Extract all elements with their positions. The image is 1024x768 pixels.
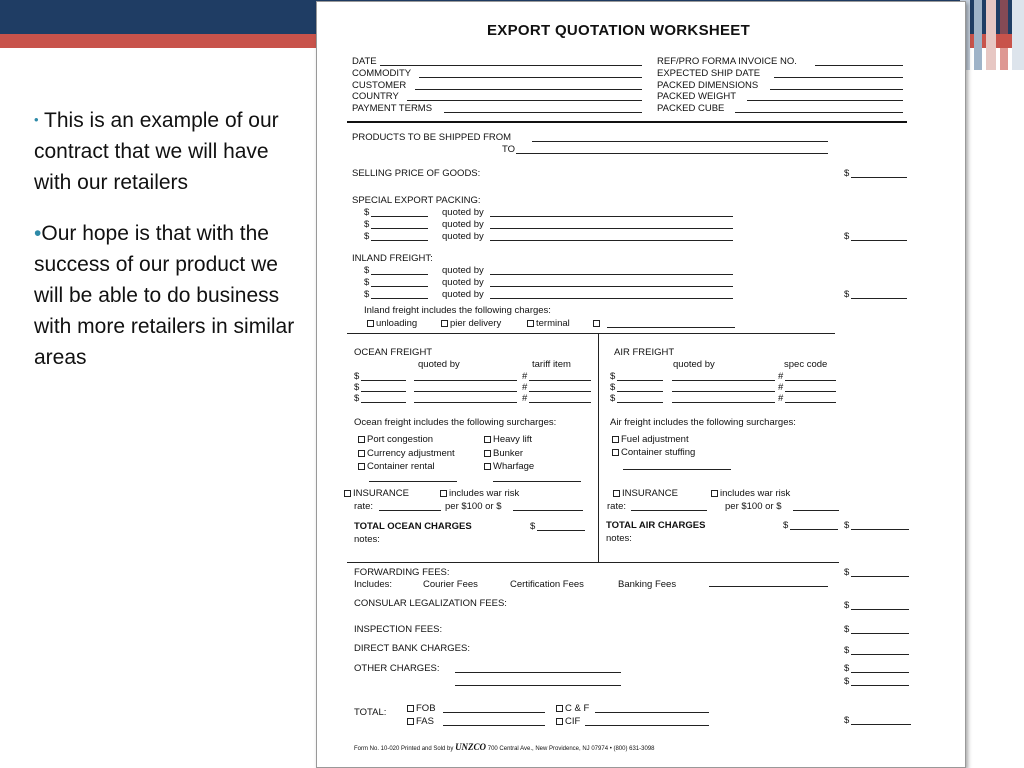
packing-quoted-by-2: quoted by [442, 219, 484, 230]
bank-dollar: $ [844, 645, 850, 656]
ocean-surcharge-bunker[interactable]: Bunker [484, 448, 523, 459]
ocean-tariff-line-2[interactable] [529, 391, 591, 392]
port-congestion-checkbox[interactable] [358, 436, 365, 443]
air-spec-line-1[interactable] [785, 380, 836, 381]
option-other[interactable] [593, 318, 602, 329]
field-weight-label: PACKED WEIGHT [657, 91, 736, 102]
grand-total-line[interactable] [851, 724, 911, 725]
air-total-line[interactable] [790, 529, 838, 530]
term-fas[interactable]: FAS [407, 716, 434, 727]
ocean-tariff-line-1[interactable] [529, 380, 591, 381]
other-dollar-1: $ [844, 663, 850, 674]
ocean-per100-label: per $100 or $ [445, 501, 502, 512]
air-amount-line-3[interactable] [617, 402, 663, 403]
ocean-war-risk[interactable]: includes war risk [440, 488, 519, 499]
air-surcharges-label: Air freight includes the following surcharges: [610, 417, 796, 428]
bank-amount-line[interactable] [851, 654, 909, 655]
unzco-logo: UNZCO [455, 742, 487, 752]
field-invoice-no-line[interactable] [815, 65, 903, 66]
air-freight-label: AIR FREIGHT [614, 347, 675, 358]
ocean-tariff-line-3[interactable] [529, 402, 591, 403]
consular-dollar: $ [844, 600, 850, 611]
inland-dollar-1: $ [364, 265, 370, 276]
packing-quoted-by-3: quoted by [442, 231, 484, 242]
ocean-amount-line-3[interactable] [361, 402, 406, 403]
ocean-rate-label: rate: [354, 501, 374, 512]
inland-includes-label: Inland freight includes the following charges: [364, 305, 551, 316]
field-commodity-line[interactable] [419, 77, 642, 78]
products-to-label: TO [502, 144, 516, 155]
packing-dollar-3: $ [364, 231, 370, 242]
other-dollar-2: $ [844, 676, 850, 687]
wharfage-checkbox[interactable] [484, 463, 491, 470]
air-amount-line-2[interactable] [617, 391, 663, 392]
other-charges-line-2[interactable] [455, 685, 621, 686]
ocean-other-surcharge-line-1[interactable] [369, 481, 457, 482]
ocean-surcharge-port[interactable]: Port congestion [358, 434, 433, 445]
field-customer-label: CUSTOMER [352, 80, 407, 91]
ocean-war-risk-checkbox[interactable] [440, 490, 447, 497]
air-quoted-line-2[interactable] [672, 391, 775, 392]
products-from-line[interactable] [532, 141, 828, 142]
other-charge-checkbox[interactable] [593, 320, 600, 327]
packing-amount-line-3[interactable] [371, 240, 428, 241]
banking-fees: Banking Fees [618, 579, 677, 590]
air-rate-label: rate: [607, 501, 627, 512]
field-cube-label: PACKED CUBE [657, 103, 725, 114]
other-charges-label: OTHER CHARGES: [354, 663, 440, 674]
inland-quoted-by-3: quoted by [442, 289, 484, 300]
packing-amount-line-1[interactable] [371, 216, 428, 217]
ocean-freight-label: OCEAN FREIGHT [354, 347, 433, 358]
field-customer-line[interactable] [415, 89, 642, 90]
field-payment-terms-label: PAYMENT TERMS [352, 103, 433, 114]
ocean-surcharge-heavy-lift[interactable]: Heavy lift [484, 434, 532, 445]
ocean-quoted-by-header: quoted by [418, 359, 460, 370]
consular-amount-line[interactable] [851, 609, 909, 610]
ocean-dollar-1: $ [354, 371, 360, 382]
forwarding-fees-label: FORWARDING FEES: [354, 567, 450, 578]
currency-adjustment-checkbox[interactable] [358, 450, 365, 457]
inland-quoted-line-1[interactable] [490, 274, 733, 275]
ocean-quoted-line-3[interactable] [414, 402, 517, 403]
ocean-hash-1: # [522, 371, 528, 382]
packing-quoted-line-2[interactable] [490, 228, 733, 229]
inland-dollar-3: $ [364, 289, 370, 300]
air-dollar-3: $ [610, 393, 616, 404]
air-surcharge-fuel[interactable]: Fuel adjustment [612, 434, 689, 445]
field-weight-line[interactable] [747, 100, 903, 101]
grand-total-dollar: $ [844, 715, 850, 726]
c-and-f-line[interactable] [595, 712, 709, 713]
forwarding-amount-line[interactable] [851, 576, 909, 577]
air-war-risk[interactable]: includes war risk [711, 488, 790, 499]
export-quotation-worksheet [316, 1, 966, 768]
other-amount-line-1[interactable] [851, 672, 909, 673]
packing-quoted-by-1: quoted by [442, 207, 484, 218]
field-date-label: DATE [352, 56, 377, 67]
fas-line[interactable] [443, 725, 545, 726]
air-quoted-by-header: quoted by [673, 359, 715, 370]
packing-total-line[interactable] [851, 240, 907, 241]
ocean-hash-2: # [522, 382, 528, 393]
cif-line[interactable] [585, 725, 709, 726]
ocean-per100-line[interactable] [513, 510, 583, 511]
fuel-adjustment-checkbox[interactable] [612, 436, 619, 443]
selling-price-label: SELLING PRICE OF GOODS: [352, 168, 481, 179]
option-pier-delivery[interactable]: pier delivery [441, 318, 501, 329]
ocean-dollar-2: $ [354, 382, 360, 393]
air-surcharge-stuffing[interactable]: Container stuffing [612, 447, 695, 458]
ocean-surcharge-currency[interactable]: Currency adjustment [358, 448, 455, 459]
inland-quoted-by-2: quoted by [442, 277, 484, 288]
freight-total-dollar: $ [844, 520, 850, 531]
total-ocean-charges-label: TOTAL OCEAN CHARGES [354, 521, 472, 532]
other-amount-line-2[interactable] [851, 685, 909, 686]
air-rate-line[interactable] [631, 510, 707, 511]
heavy-lift-checkbox[interactable] [484, 436, 491, 443]
consular-fees-label: CONSULAR LEGALIZATION FEES: [354, 598, 507, 609]
air-amount-line-1[interactable] [617, 380, 663, 381]
bullet-list [34, 104, 296, 373]
inland-freight-label: INLAND FREIGHT: [352, 253, 433, 264]
field-invoice-no-label: REF/PRO FORMA INVOICE NO. [657, 56, 797, 67]
inland-amount-line-3[interactable] [371, 298, 428, 299]
ocean-tariff-header: tariff item [532, 359, 571, 370]
term-c-and-f[interactable]: C & F [556, 703, 589, 714]
ocean-air-divider [598, 333, 599, 562]
air-per100-label: per $100 or $ [725, 501, 782, 512]
freight-total-line[interactable] [851, 529, 909, 530]
inland-quoted-line-3[interactable] [490, 298, 733, 299]
fob-line[interactable] [443, 712, 545, 713]
selling-price-amount-line[interactable] [851, 177, 907, 178]
inland-amount-line-1[interactable] [371, 274, 428, 275]
fas-checkbox[interactable] [407, 718, 414, 725]
ocean-total-dollar: $ [530, 521, 536, 532]
ocean-hash-3: # [522, 393, 528, 404]
unloading-checkbox[interactable] [367, 320, 374, 327]
field-ship-date-line[interactable] [774, 77, 903, 78]
ocean-total-line[interactable] [537, 530, 585, 531]
pier-delivery-checkbox[interactable] [441, 320, 448, 327]
air-notes-label: notes: [606, 533, 632, 544]
field-payment-terms-line[interactable] [444, 112, 642, 113]
packing-amount-line-2[interactable] [371, 228, 428, 229]
packing-quoted-line-1[interactable] [490, 216, 733, 217]
ocean-rate-line[interactable] [379, 510, 441, 511]
special-packing-label: SPECIAL EXPORT PACKING: [352, 195, 481, 206]
inland-total-dollar: $ [844, 289, 850, 300]
packing-total-dollar: $ [844, 231, 850, 242]
term-fob[interactable]: FOB [407, 703, 436, 714]
field-date-line[interactable] [380, 65, 642, 66]
packing-dollar-2: $ [364, 219, 370, 230]
bullet-1: • This is an example of our contract that we will have with our retailers [34, 109, 279, 194]
bullet-dot: • [34, 222, 42, 245]
corner-stripes [960, 0, 1024, 70]
ocean-quoted-line-2[interactable] [414, 391, 517, 392]
total-air-charges-label: TOTAL AIR CHARGES [606, 520, 706, 531]
ocean-quoted-line-1[interactable] [414, 380, 517, 381]
field-dimensions-line[interactable] [770, 89, 903, 90]
inspection-amount-line[interactable] [851, 633, 909, 634]
products-from-label: PRODUCTS TO BE SHIPPED FROM [352, 132, 512, 143]
ocean-surcharge-container[interactable]: Container rental [358, 461, 435, 472]
field-country-line[interactable] [407, 100, 642, 101]
field-country-label: COUNTRY [352, 91, 399, 102]
air-insurance-checkbox[interactable] [613, 490, 620, 497]
certification-fees: Certification Fees [510, 579, 584, 590]
air-hash-1: # [778, 371, 784, 382]
option-terminal[interactable]: terminal [527, 318, 570, 329]
selling-price-dollar: $ [844, 168, 850, 179]
products-to-line[interactable] [516, 153, 828, 154]
forwarding-includes-label: Includes: [354, 579, 393, 590]
term-cif[interactable]: CIF [556, 716, 580, 727]
air-per100-line[interactable] [793, 510, 839, 511]
field-cube-line[interactable] [735, 112, 903, 113]
field-commodity-label: COMMODITY [352, 68, 412, 79]
bunker-checkbox[interactable] [484, 450, 491, 457]
inland-quoted-by-1: quoted by [442, 265, 484, 276]
field-ship-date-label: EXPECTED SHIP DATE [657, 68, 761, 79]
ocean-surcharges-label: Ocean freight includes the following surcharges: [354, 417, 557, 428]
inspection-dollar: $ [844, 624, 850, 635]
terminal-checkbox[interactable] [527, 320, 534, 327]
air-dollar-1: $ [610, 371, 616, 382]
courier-fees: Courier Fees [423, 579, 478, 590]
ocean-other-surcharge-line-2[interactable] [493, 481, 581, 482]
air-dollar-2: $ [610, 382, 616, 393]
total-label: TOTAL: [354, 707, 387, 718]
ocean-surcharge-wharfage[interactable]: Wharfage [484, 461, 534, 472]
air-insurance[interactable]: INSURANCE [613, 488, 678, 499]
forwarding-dollar: $ [844, 567, 850, 578]
inland-amount-line-2[interactable] [371, 286, 428, 287]
ocean-insurance[interactable]: INSURANCE [344, 488, 409, 499]
form-title: EXPORT QUOTATION WORKSHEET [487, 22, 751, 39]
fob-checkbox[interactable] [407, 705, 414, 712]
other-charges-line-1[interactable] [455, 672, 621, 673]
air-spec-code-header: spec code [784, 359, 828, 370]
bullet-dot: • [34, 112, 39, 127]
air-quoted-line-1[interactable] [672, 380, 775, 381]
air-hash-3: # [778, 393, 784, 404]
container-rental-checkbox[interactable] [358, 463, 365, 470]
bank-charges-label: DIRECT BANK CHARGES: [354, 643, 470, 654]
freight-section-top-border [347, 333, 835, 334]
ocean-amount-line-1[interactable] [361, 380, 406, 381]
option-unloading[interactable]: unloading [367, 318, 417, 329]
air-spec-line-2[interactable] [785, 391, 836, 392]
inland-total-line[interactable] [851, 298, 907, 299]
ocean-insurance-checkbox[interactable] [344, 490, 351, 497]
field-dimensions-label: PACKED DIMENSIONS [657, 80, 759, 91]
air-quoted-line-3[interactable] [672, 402, 775, 403]
freight-section-bottom-border [347, 562, 839, 563]
packing-quoted-line-3[interactable] [490, 240, 733, 241]
inland-dollar-2: $ [364, 277, 370, 288]
bullet-2: •Our hope is that with the success of our product we will be able to do business with more retailers in similar areas [34, 222, 295, 369]
inspection-fees-label: INSPECTION FEES: [354, 624, 443, 635]
forwarding-other-line[interactable] [709, 586, 828, 587]
ocean-notes-label: notes: [354, 534, 380, 545]
packing-dollar-1: $ [364, 207, 370, 218]
air-total-dollar: $ [783, 520, 789, 531]
air-hash-2: # [778, 382, 784, 393]
ocean-dollar-3: $ [354, 393, 360, 404]
cif-checkbox[interactable] [556, 718, 563, 725]
header-divider [347, 121, 907, 123]
c-and-f-checkbox[interactable] [556, 705, 563, 712]
option-other-line[interactable] [607, 327, 735, 328]
air-spec-line-3[interactable] [785, 402, 836, 403]
form-footer: Form No. 10-020 Printed and Sold by UNZCO 700 Central Ave., New Providence, NJ 07974 • (800) 631-3098 [354, 742, 655, 752]
air-other-surcharge-line[interactable] [623, 469, 731, 470]
air-war-risk-checkbox[interactable] [711, 490, 718, 497]
container-stuffing-checkbox[interactable] [612, 449, 619, 456]
inland-quoted-line-2[interactable] [490, 286, 733, 287]
ocean-amount-line-2[interactable] [361, 391, 406, 392]
